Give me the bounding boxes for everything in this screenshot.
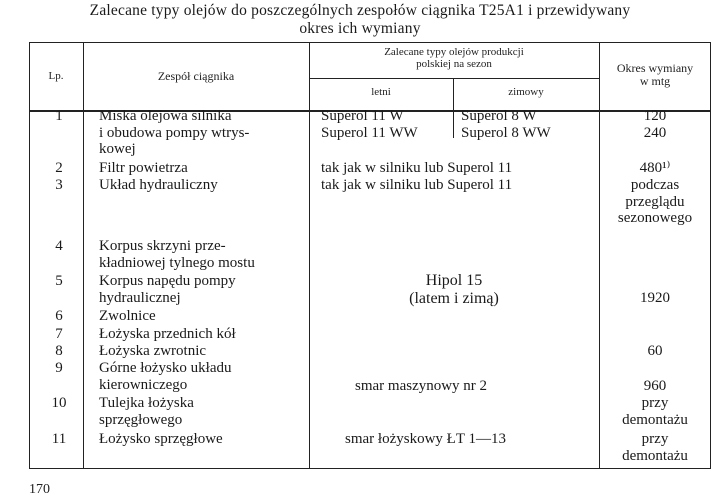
row-4-lp: 4	[55, 238, 63, 254]
row-8-lp: 8	[55, 343, 63, 359]
header-zalecane-line-1: Zalecane typy olejów produkcji	[384, 46, 524, 58]
row-10-lp: 10	[51, 395, 67, 411]
header-letni: letni	[371, 86, 391, 98]
row-3-zespol: Układ hydrauliczny	[99, 177, 218, 193]
row-1-letni-line-1: Superol 11 W	[321, 108, 404, 124]
row-7-lp: 7	[55, 326, 63, 342]
row-5-zespol-line-1: Korpus napędu pompy	[99, 273, 236, 289]
col-rule-2	[309, 42, 310, 469]
row-9-zespol-line-1: Górne łożysko układu	[99, 360, 232, 376]
row-10-zespol-line-2: sprzęgłowego	[99, 411, 183, 428]
row-10-zespol	[99, 395, 194, 428]
row-5-okres: 1920	[640, 290, 670, 306]
row-3-oil: tak jak w silniku lub Superol 11	[321, 177, 513, 193]
row-10-okres	[599, 395, 711, 428]
row-9-lp: 9	[55, 360, 63, 376]
row-3-okres-line-1: podczas	[630, 177, 680, 193]
row-1-zimowy-line-2: Superol 8 WW	[461, 124, 551, 141]
row-5-oil-line-1: Hipol 15	[425, 272, 483, 289]
header-lp: Lp.	[48, 70, 64, 82]
row-11-okres-line-2: demontażu	[622, 447, 688, 464]
table-title	[0, 2, 720, 38]
row-10-zespol-line-1: Tulejka łożyska	[99, 395, 194, 411]
row-2-okres: 480¹⁾	[639, 160, 671, 176]
title-line-1: Zalecane typy olejów do poszczególnych zespołów ciągnika T25A1 i przewidywany	[89, 2, 631, 19]
header-zalecane-line-2: polskiej na sezon	[416, 58, 492, 70]
row-8-zespol: Łożyska zwrotnic	[99, 343, 207, 359]
row-4-zespol-line-2: kładniowej tylnego mostu	[99, 254, 255, 271]
row-9-oil: smar maszynowy nr 2	[355, 378, 488, 394]
row-1-okres-line-2: 240	[643, 124, 667, 141]
title-line-2: okres ich wymiany	[299, 20, 421, 37]
row-6-zespol: Zwolnice	[99, 308, 156, 324]
row-4-zespol-line-1: Korpus skrzyni prze-	[99, 238, 226, 254]
row-2-zespol: Filtr powietrza	[99, 160, 188, 176]
row-7-zespol: Łożyska przednich kół	[99, 326, 236, 342]
row-9-zespol	[99, 360, 231, 393]
row-9-okres: 960	[643, 378, 667, 394]
row-1-lp: 1	[55, 108, 63, 124]
row-3-okres	[599, 177, 711, 227]
row-1-letni	[321, 108, 418, 141]
season-rule	[309, 78, 599, 79]
row-10-okres-line-2: demontażu	[622, 411, 688, 428]
row-8-okres: 60	[647, 343, 663, 359]
header-zalecane	[309, 46, 599, 70]
row-6-lp: 6	[55, 308, 63, 324]
row-11-okres	[599, 431, 711, 464]
row-3-okres-line-3: sezonowego	[617, 210, 693, 227]
row-5-oil	[309, 272, 599, 308]
row-4-zespol	[99, 238, 255, 271]
row-11-okres-line-1: przy	[641, 431, 669, 447]
row-1-okres-line-1: 120	[643, 108, 667, 124]
row-2-oil: tak jak w silniku lub Superol 11	[321, 160, 513, 176]
row-2-lp: 2	[55, 160, 63, 176]
header-zespol: Zespół ciągnika	[157, 69, 235, 83]
row-5-lp: 5	[55, 273, 63, 289]
header-okres	[599, 62, 711, 88]
row-11-oil: smar łożyskowy ŁT 1—13	[345, 431, 506, 447]
row-1-okres	[599, 108, 711, 141]
row-1-zimowy	[461, 108, 551, 141]
row-1-zimowy-line-1: Superol 8 W	[461, 108, 537, 124]
header-okres-line-2: w mtg	[639, 74, 671, 88]
row-1-zespol	[99, 108, 249, 158]
row-5-oil-line-2: (latem i zimą)	[409, 290, 499, 307]
oil-table	[29, 42, 711, 469]
row-3-lp: 3	[55, 177, 63, 193]
row-1-zespol-line-3: kowej	[99, 141, 136, 158]
row-10-okres-line-1: przy	[641, 395, 669, 411]
row-3-okres-line-2: przeglądu	[625, 193, 685, 210]
row-5-zespol-line-2: hydraulicznej	[99, 289, 181, 306]
row-5-zespol	[99, 273, 236, 306]
row-1-zespol-line-2: i obudowa pompy wtrys-	[99, 124, 250, 141]
row-1-zespol-line-1: Miska olejowa silnika	[99, 108, 232, 124]
row-1-letni-line-2: Superol 11 WW	[321, 124, 418, 141]
row-9-zespol-line-2: kierowniczego	[99, 376, 188, 393]
page-number: 170	[29, 482, 50, 497]
header-zimowy: zimowy	[508, 86, 544, 98]
header-okres-line-1: Okres wymiany	[616, 61, 694, 75]
row-11-lp: 11	[51, 431, 67, 447]
row-11-zespol: Łożysko sprzęgłowe	[99, 431, 223, 447]
